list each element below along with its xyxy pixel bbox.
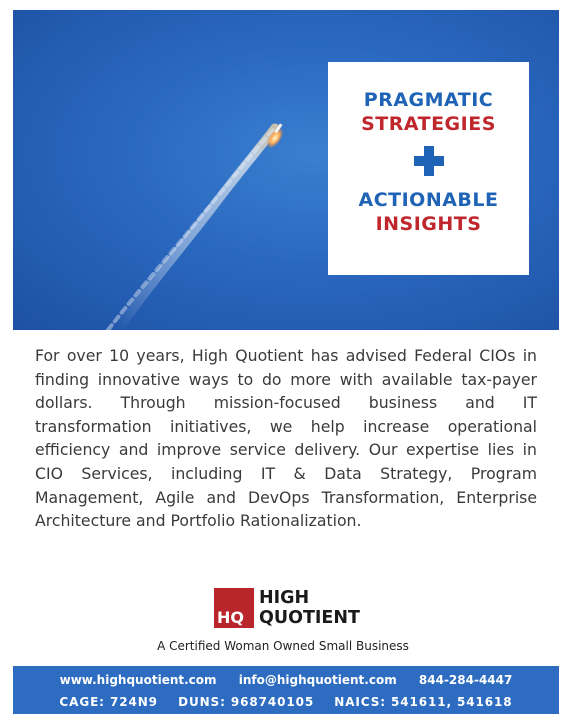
callout-line-pragmatic: PRAGMATIC [363, 89, 494, 111]
logo-name-line2: QUOTIENT [259, 608, 360, 628]
callout-line-insights: INSIGHTS [375, 213, 482, 235]
plus-icon [414, 146, 444, 176]
callout-line-actionable: ACTIONABLE [358, 189, 499, 211]
cage-code: CAGE: 724N9 [59, 695, 158, 709]
website-link[interactable]: www.highquotient.com [59, 673, 217, 687]
hq-logo-mark [214, 588, 254, 628]
phone-number: 844-284-4447 [418, 673, 513, 687]
duns-number: DUNS: 968740105 [178, 695, 315, 709]
contact-footer [13, 666, 559, 714]
logo-name [259, 588, 360, 628]
certification-text: A Certified Woman Owned Small Business [157, 639, 409, 653]
email-link[interactable]: info@highquotient.com [238, 673, 397, 687]
callout-line-strategies: STRATEGIES [361, 113, 496, 135]
description-paragraph: For over 10 years, High Quotient has advised Federal CIOs in finding innovative ways to do more with available tax-payer dollars. Through mission-focused business and IT transformation initiatives, we help increase operational efficiency and improve service delivery. Our expertise lies in CIO Services, including IT & Data Strategy, Program Management, Agile and DevOps Transformation, Enterprise Architecture and Portfolio Rationalization. [35, 346, 537, 531]
naics-codes: NAICS: 541611, 541618 [334, 695, 513, 709]
logo-name-line1: HIGH [259, 588, 310, 608]
logo-mark-text: HQ [217, 608, 244, 627]
callout-box [328, 62, 529, 275]
